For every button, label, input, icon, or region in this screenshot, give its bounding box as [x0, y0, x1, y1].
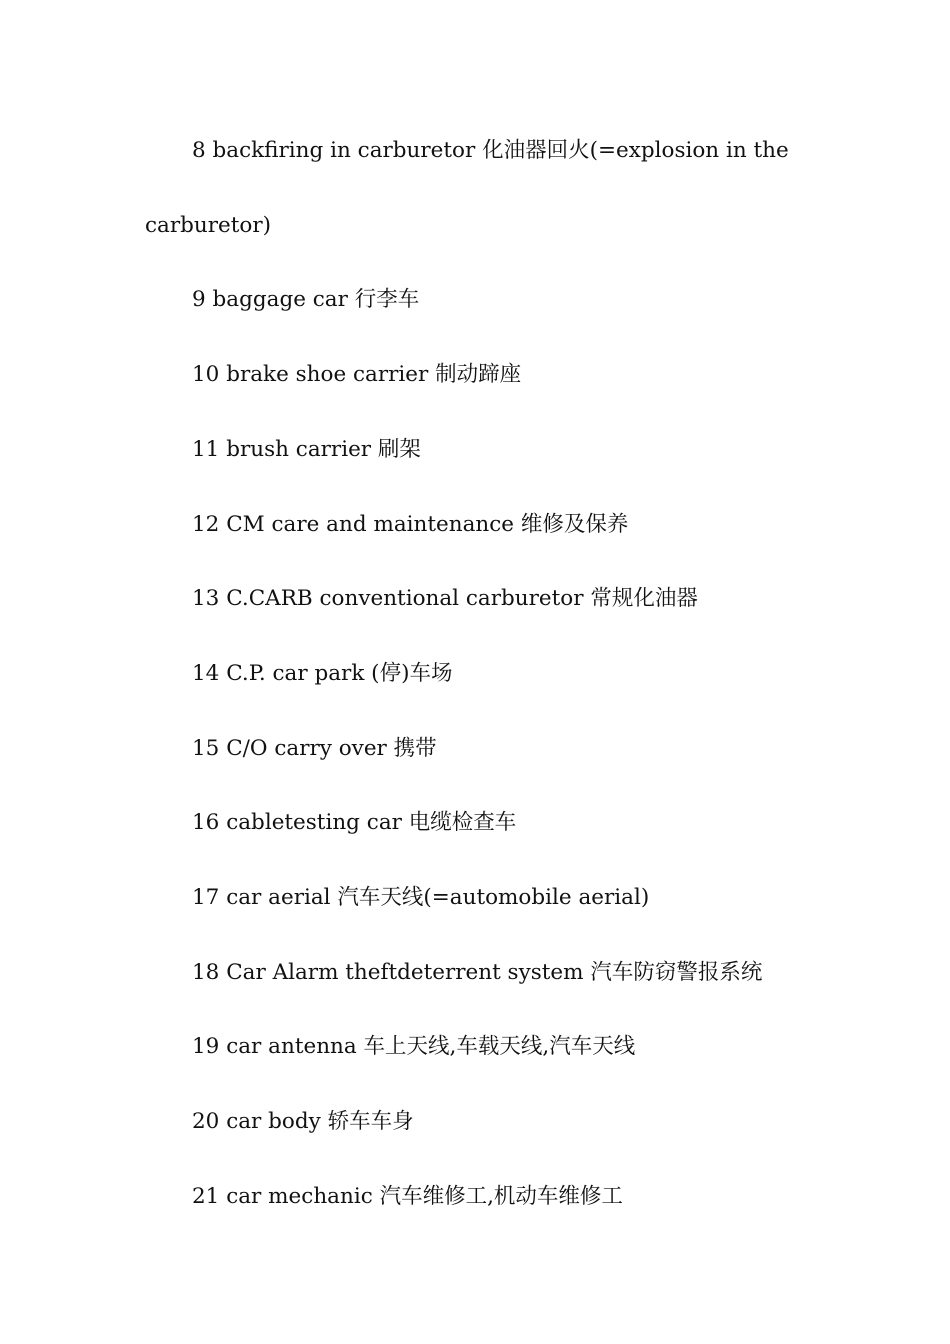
- entry-text: 10 brake shoe carrier 制动蹄座: [192, 362, 522, 388]
- entry-text: 12 CM care and maintenance 维修及保养: [192, 511, 629, 537]
- entry-text: 13 C.CARB conventional carburetor 常规化油器: [192, 586, 698, 612]
- entry-text: 11 brush carrier 刷架: [192, 436, 421, 462]
- glossary-entry-17: [145, 861, 825, 936]
- glossary-entry-14: [145, 637, 825, 712]
- glossary-entry-19: [145, 1010, 825, 1085]
- glossary-entry-9: [145, 263, 825, 338]
- entry-text: 19 car antenna 车上天线,车载天线,汽车天线: [192, 1034, 636, 1060]
- glossary-entry-15: [145, 712, 825, 787]
- glossary-entry-13: [145, 562, 825, 637]
- glossary-entry-11: [145, 413, 825, 488]
- glossary-entry-18: [145, 936, 825, 1011]
- entry-text: 16 cabletesting car 电缆检查车: [192, 810, 517, 836]
- entry-text: 14 C.P. car park (停)车场: [192, 660, 453, 686]
- entry-text: 8 backfiring in carburetor 化油器回火(=explosion in the carburetor): [145, 138, 789, 238]
- glossary-entry-12: [145, 488, 825, 563]
- entry-text: 18 Car Alarm theftdeterrent system 汽车防窃警报系统: [192, 959, 763, 985]
- glossary-entry-20: [145, 1085, 825, 1160]
- glossary-entry-21: [145, 1160, 825, 1235]
- entry-text: 15 C/O carry over 携带: [192, 735, 437, 761]
- entry-text: 21 car mechanic 汽车维修工,机动车维修工: [192, 1183, 623, 1209]
- glossary-list: [145, 114, 825, 1235]
- entry-text: 9 baggage car 行李车: [192, 287, 420, 313]
- entry-text: 20 car body 轿车车身: [192, 1109, 414, 1135]
- glossary-entry-16: [145, 786, 825, 861]
- entry-text: 17 car aerial 汽车天线(=automobile aerial): [192, 885, 650, 911]
- glossary-entry-10: [145, 338, 825, 413]
- glossary-entry-8: [145, 114, 825, 263]
